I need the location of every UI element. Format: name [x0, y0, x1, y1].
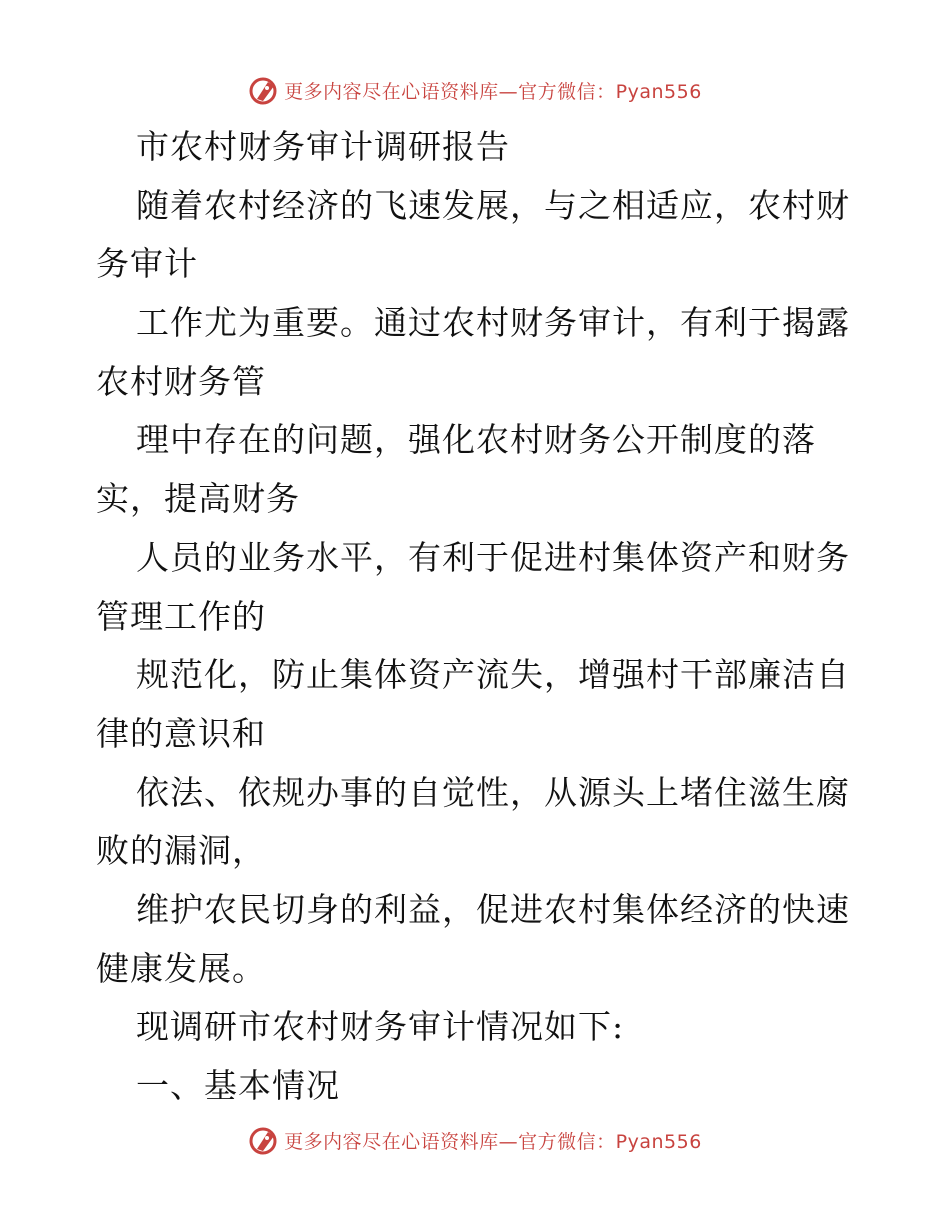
header-banner	[0, 70, 950, 110]
paragraph-line: 农村财务管	[96, 361, 266, 401]
document-body	[96, 118, 856, 1116]
section-heading: 一、基本情况	[136, 1066, 340, 1105]
paragraph-line: 维护农民切身的利益，促进农村集体经济的快速	[136, 889, 850, 929]
footer-banner	[0, 1120, 950, 1160]
paragraph-line: 实，提高财务	[96, 479, 300, 519]
paragraph-line: 人员的业务水平，有利于促进村集体资产和财务	[136, 537, 850, 577]
header-banner-text: 更多内容尽在心语资料库—官方微信：Pyan556	[284, 80, 702, 103]
pen-nib-logo-icon	[248, 74, 280, 106]
paragraph-line: 理中存在的问题，强化农村财务公开制度的落	[136, 420, 816, 460]
paragraph-line: 律的意识和	[96, 713, 266, 753]
paragraph-line: 规范化，防止集体资产流失，增强村干部廉洁自	[136, 655, 850, 695]
pen-nib-logo-icon	[248, 1124, 280, 1156]
paragraph-line: 工作尤为重要。通过农村财务审计，有利于揭露	[136, 303, 850, 343]
paragraph-line: 管理工作的	[96, 596, 266, 636]
paragraph-line: 务审计	[96, 244, 198, 284]
paragraph-line: 健康发展。	[96, 948, 266, 988]
paragraph-line: 败的漏洞，	[96, 831, 266, 871]
footer-banner-text: 更多内容尽在心语资料库—官方微信：Pyan556	[284, 1130, 702, 1153]
document-title: 市农村财务审计调研报告	[136, 127, 510, 166]
paragraph-line: 随着农村经济的飞速发展，与之相适应，农村财	[136, 185, 850, 225]
paragraph-line: 依法、依规办事的自觉性，从源头上堵住滋生腐	[136, 772, 850, 812]
paragraph-line: 现调研市农村财务审计情况如下:	[136, 1007, 625, 1047]
